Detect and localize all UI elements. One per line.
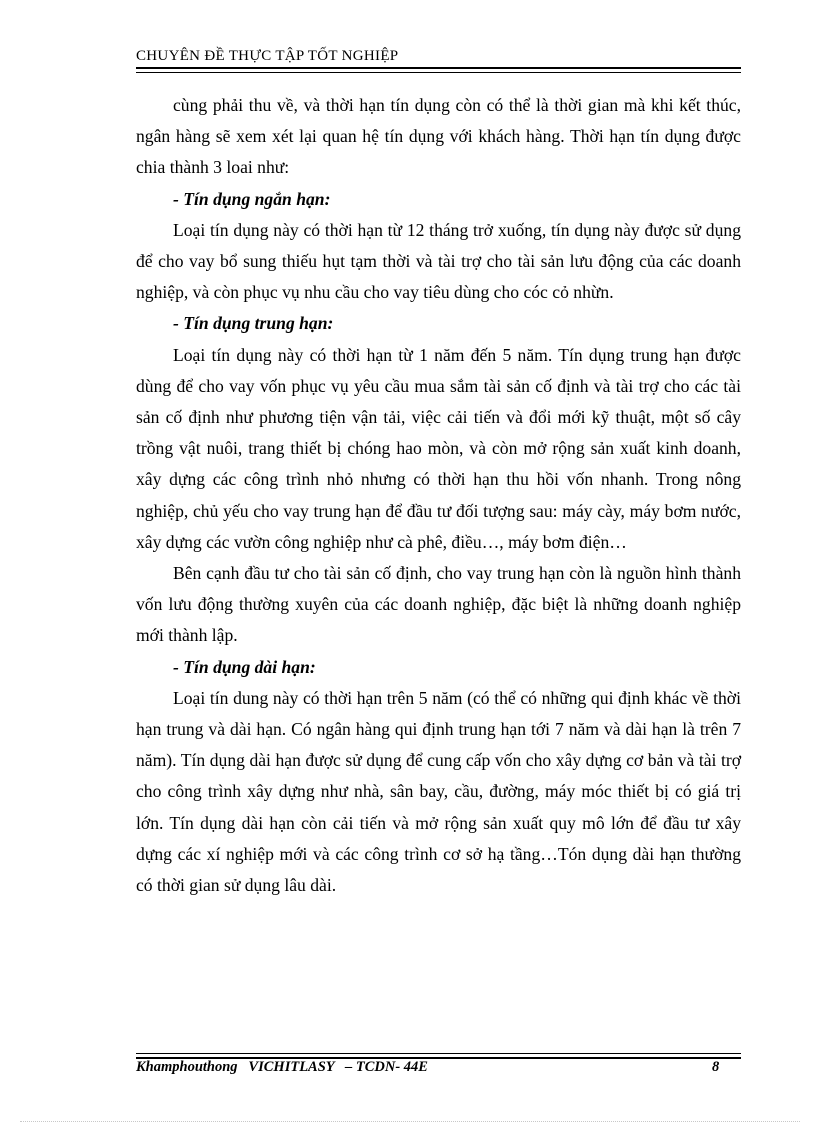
page-number: 8: [712, 1059, 720, 1075]
body-paragraph: Bên cạnh đầu tư cho tài sản cố định, cho vay trung hạn còn là nguồn hình thành vốn lưu động thường xuyên của các doanh nghiệp, đặc biệt là những doanh nghiệp mới thành lập.: [136, 563, 741, 646]
body-paragraph: cùng phải thu về, và thời hạn tín dụng còn có thể là thời gian mà khi kết thúc, ngân hàng sẽ xem xét lại quan hệ tín dụng với khách hàng. Thời hạn tín dụng được chia thành 3 loai như:: [136, 95, 741, 178]
document-header-title: CHUYÊN ĐỀ THỰC TẬP TỐT NGHIỆP: [136, 48, 399, 64]
section-heading-medium-term: - Tín dụng trung hạn:: [173, 313, 334, 334]
footer-author: Khamphouthong VICHITLASY – TCDN- 44E: [136, 1059, 428, 1075]
body-paragraph: Loại tín dung này có thời hạn trên 5 năm (có thể có những qui định khác về thời hạn trung và dài hạn. Có ngân hàng qui định trung hạn tới 7 năm và dài hạn là trên 7 năm). Tín dụng dài hạn được sử dụng để cung cấp vốn cho xây dựng cơ bản và tài trợ cho công trình xây dựng như nhà, sân bay, cầu, đường, máy móc thiết bị có giá trị lớn. Tín dụng dài hạn còn cải tiến và mở rộng sản xuất quy mô lớn để đầu tư xây dựng các xí nghiệp mới và các công trình cơ sở hạ tầng…Tón dụng dài hạn thường có thời gian sử dụng lâu dài.: [136, 687, 741, 896]
body-paragraph: Loại tín dụng này có thời hạn từ 12 tháng trở xuống, tín dụng này được sử dụng để cho vay bổ sung thiếu hụt tạm thời và tài trợ cho tài sản lưu động của các doanh nghiệp, và còn phục vụ nhu cầu cho vay tiêu dùng cho cóc cỏ nhừn.: [136, 219, 741, 303]
section-heading-short-term: - Tín dụng ngắn hạn:: [173, 188, 331, 209]
page-bottom-dotted-border: [20, 1121, 800, 1122]
footer-rule-thin: [136, 1053, 741, 1054]
header-rule-thick: [136, 67, 741, 69]
document-body: [136, 90, 741, 901]
body-paragraph: Loại tín dụng này có thời hạn từ 1 năm đến 5 năm. Tín dụng trung hạn được dùng để cho vay vốn phục vụ yêu cầu mua sắm tài sản cố định và tài trợ cho các tài sản cố định như phương tiện vận tải, việc cải tiến và đổi mới kỹ thuật, một số cây trồng vật nuôi, trang thiết bị chóng hao mòn, và còn mở rộng sản xuất kinh doanh, xây dựng các công trình nhỏ nhưng có thời hạn thu hồi vốn nhanh. Trong nông nghiệp, chủ yếu cho vay trung hạn để đầu tư đối tượng sau: máy cày, máy bơm nước, xây dựng các vườn công nghiệp như cà phê, điều…, máy bơm điện…: [136, 344, 741, 552]
header-rule-thin: [136, 72, 741, 73]
section-heading-long-term: - Tín dụng dài hạn:: [173, 656, 316, 677]
